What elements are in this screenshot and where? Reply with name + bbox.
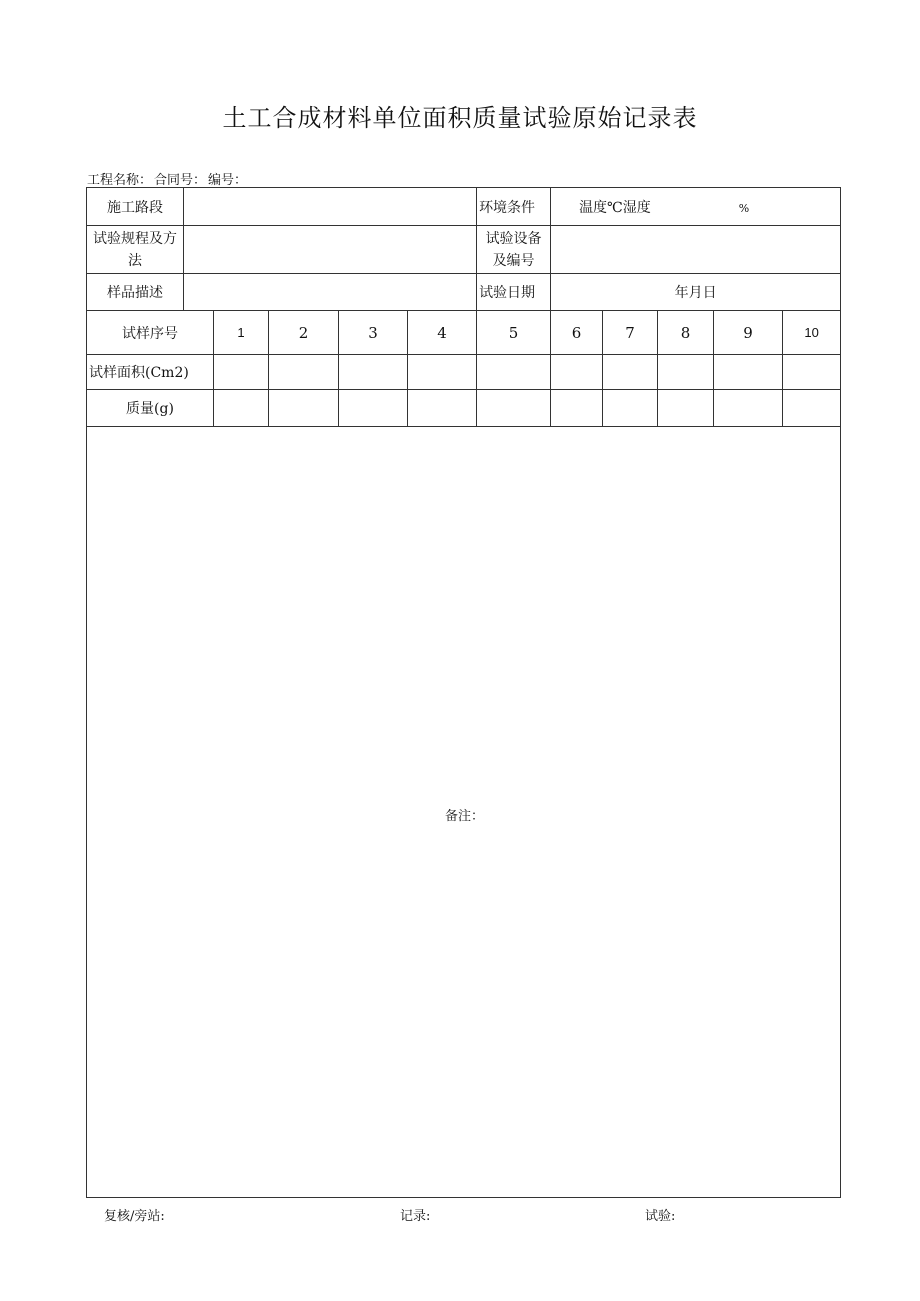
sample-number: 3: [339, 311, 408, 355]
serial-no-label: 编号：: [208, 173, 248, 188]
area-cell[interactable]: [658, 355, 714, 390]
area-cell[interactable]: [408, 355, 477, 390]
mass-cell[interactable]: [603, 390, 658, 427]
sample-number: 8: [658, 311, 714, 355]
test-date-value[interactable]: 年月日: [551, 274, 841, 311]
sample-number: 5: [477, 311, 551, 355]
area-cell[interactable]: [783, 355, 841, 390]
env-label: 环境条件: [477, 188, 551, 226]
table-row: [87, 226, 841, 274]
sample-number: 9: [714, 311, 783, 355]
remarks-label: 备注：: [445, 809, 485, 824]
method-label-line2: 法: [128, 252, 142, 269]
contract-no-label: 合同号：: [154, 173, 207, 188]
recorder-label: 记录:: [400, 1209, 431, 1224]
method-label: [87, 226, 184, 274]
sample-desc-label: 样品描述: [87, 274, 184, 311]
area-cell[interactable]: [603, 355, 658, 390]
area-cell[interactable]: [477, 355, 551, 390]
method-label-line1: 试验规程及方: [93, 230, 177, 247]
sample-number: 7: [603, 311, 658, 355]
area-cell[interactable]: [214, 355, 269, 390]
mass-cell[interactable]: [214, 390, 269, 427]
table-row: [87, 390, 841, 427]
mass-cell[interactable]: [477, 390, 551, 427]
mass-label: 质量(g): [87, 390, 214, 427]
sample-number: 6: [551, 311, 603, 355]
table-row: [87, 274, 841, 311]
area-cell[interactable]: [714, 355, 783, 390]
sample-number: 10: [783, 311, 841, 355]
env-percent: %: [738, 201, 750, 215]
sample-number: 1: [214, 311, 269, 355]
area-cell[interactable]: [269, 355, 339, 390]
table-row: [87, 355, 841, 390]
table-row: [87, 427, 841, 1198]
area-label: 试样面积(Cm2): [87, 355, 214, 390]
page-title: 土工合成材料单位面积质量试验原始记录表: [222, 104, 698, 132]
equipment-label: [477, 226, 551, 274]
env-temp-humidity: 温度℃湿度: [579, 199, 651, 216]
table-row: [87, 188, 841, 226]
equipment-label-line1: 试验设备: [485, 230, 542, 247]
section-value-cell[interactable]: [184, 188, 477, 226]
sample-number: 4: [408, 311, 477, 355]
project-info-line: [87, 169, 249, 188]
table-row: [87, 311, 841, 355]
method-value-cell[interactable]: [184, 226, 477, 274]
tester-label: 试验:: [645, 1209, 676, 1224]
remarks-area[interactable]: [87, 427, 841, 1198]
env-value-cell[interactable]: [551, 188, 841, 226]
mass-cell[interactable]: [339, 390, 408, 427]
reviewer-label: 复核/旁站:: [104, 1209, 165, 1224]
seq-label: 试样序号: [87, 311, 214, 355]
mass-cell[interactable]: [658, 390, 714, 427]
area-cell[interactable]: [551, 355, 603, 390]
sample-desc-value-cell[interactable]: [184, 274, 477, 311]
mass-cell[interactable]: [269, 390, 339, 427]
area-cell[interactable]: [339, 355, 408, 390]
mass-cell[interactable]: [714, 390, 783, 427]
equipment-value-cell[interactable]: [551, 226, 841, 274]
test-date-label: 试验日期: [477, 274, 551, 311]
mass-cell[interactable]: [408, 390, 477, 427]
sample-number: 2: [269, 311, 339, 355]
mass-cell[interactable]: [783, 390, 841, 427]
mass-cell[interactable]: [551, 390, 603, 427]
equipment-label-line2: 及编号: [492, 252, 535, 269]
record-table: [86, 187, 841, 1198]
project-name-label: 工程名称：: [87, 173, 153, 188]
section-label: 施工路段: [87, 188, 184, 226]
